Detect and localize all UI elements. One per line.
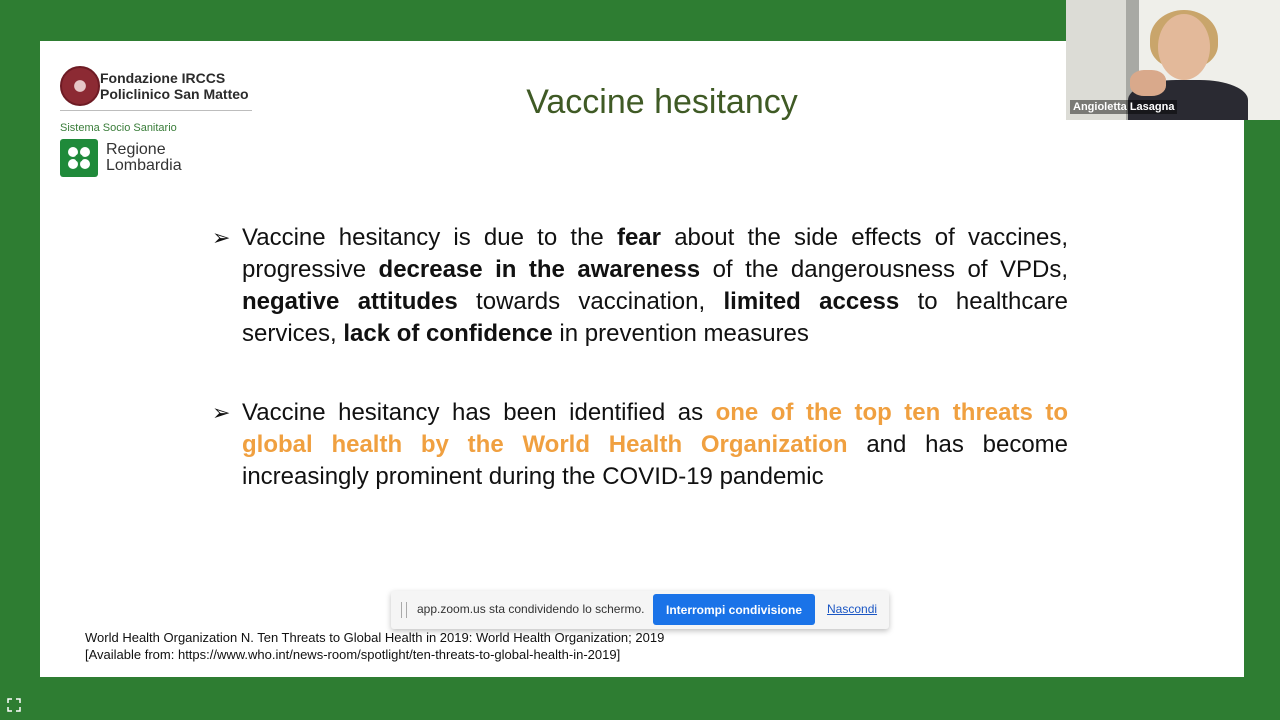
arrow-bullet-icon: ➢ — [212, 225, 231, 250]
text-run: and has become increasingly prominent during the COVID-19 pandemic — [242, 431, 1069, 490]
system-label: Sistema Socio Sanitario — [60, 122, 177, 134]
text-run: in prevention measures — [552, 320, 809, 347]
highlight-run: one of the top ten threats to global health by the World Health Organization — [242, 399, 1068, 458]
text-run: about the side effects of vaccines, progressive — [242, 224, 1068, 283]
bold-run: decrease in the awareness — [378, 256, 701, 283]
bullet-list — [212, 222, 1068, 493]
participant-name: Angioletta Lasagna — [1070, 100, 1177, 114]
participant-video[interactable] — [1066, 0, 1280, 120]
bold-run: limited access — [723, 288, 900, 315]
slide-title: Vaccine hesitancy — [526, 83, 798, 121]
video-hand — [1130, 70, 1166, 96]
text-run: to healthcare services, — [242, 288, 1069, 347]
text-run: towards vaccination, — [457, 288, 724, 315]
reference-line2: [Available from: https://www.who.int/news-room/spotlight/ten-threats-to-global-health-in-2019] — [85, 647, 621, 662]
bold-run: lack of confidence — [343, 320, 553, 347]
region-line2: Lombardia — [106, 157, 182, 174]
text-run: Vaccine hesitancy is due to the — [242, 224, 617, 251]
screen-share-bar — [391, 591, 889, 629]
bullet-item-2 — [212, 397, 1068, 493]
regione-lombardia-icon — [60, 139, 98, 177]
text-run: Vaccine hesitancy has been identified as — [242, 399, 716, 426]
fullscreen-icon[interactable] — [7, 698, 21, 712]
video-face — [1158, 14, 1210, 80]
drag-handle-icon[interactable] — [401, 602, 407, 618]
arrow-bullet-icon: ➢ — [212, 400, 231, 425]
text-run: of the dangerousness of VPDs, — [700, 256, 1068, 283]
org-name-line1: Fondazione IRCCS — [100, 70, 226, 86]
hide-link[interactable]: Nascondi — [827, 602, 878, 616]
bullet-item-1 — [212, 222, 1068, 350]
stop-sharing-button[interactable]: Interrompi condivisione — [653, 594, 815, 625]
bold-run: fear — [616, 224, 661, 251]
org-name-line2: Policlinico San Matteo — [100, 86, 249, 102]
region-name — [106, 142, 182, 174]
reference — [85, 629, 664, 663]
share-message: app.zoom.us sta condividendo lo schermo. — [417, 602, 645, 616]
region-line1: Regione — [106, 141, 166, 158]
bold-run: negative attitudes — [242, 288, 458, 315]
shared-slide — [40, 41, 1244, 677]
reference-line1: World Health Organization N. Ten Threats to Global Health in 2019: World Health Organization; 2019 — [85, 630, 665, 645]
